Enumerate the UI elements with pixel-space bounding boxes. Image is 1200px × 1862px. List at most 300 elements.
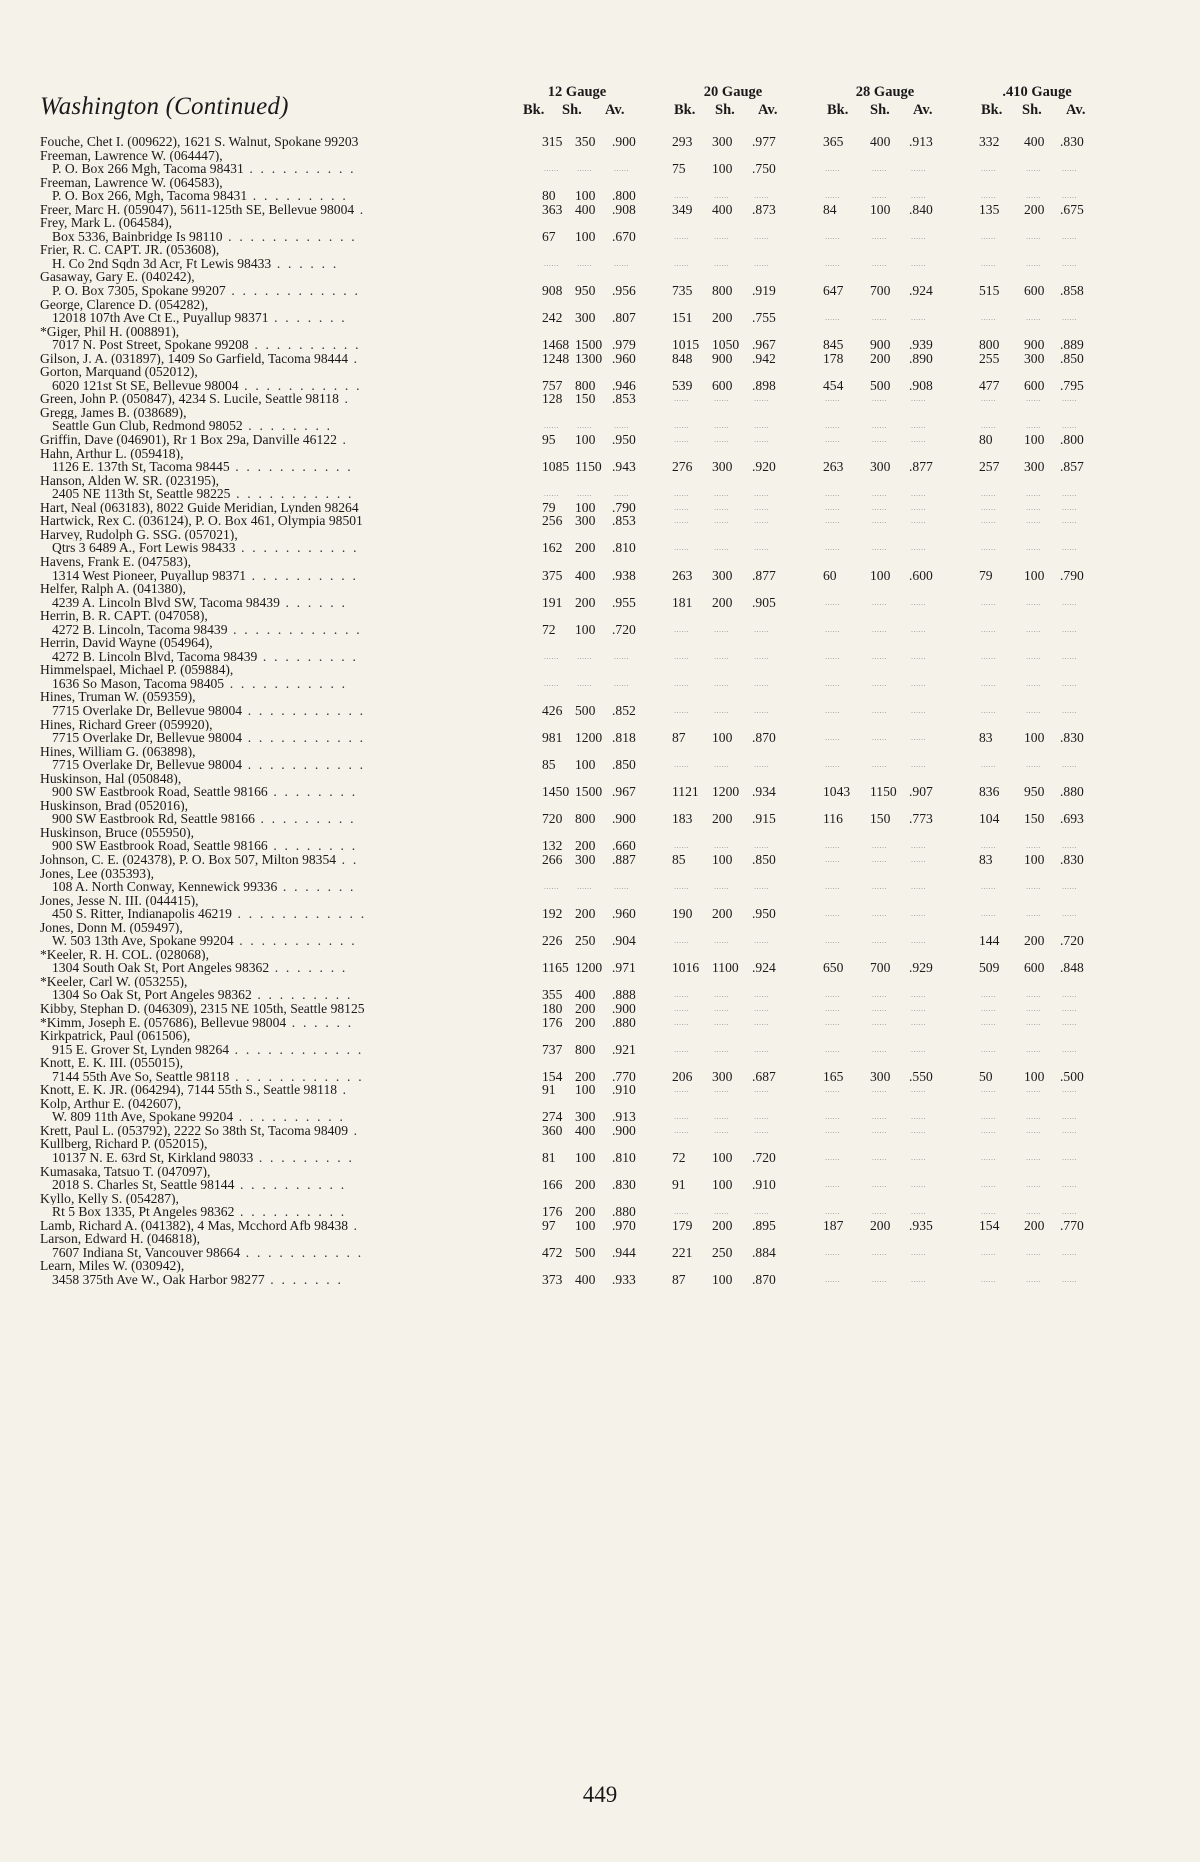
- g410-bk-cell: 255: [979, 350, 1000, 366]
- bk-header: Bk.: [827, 102, 849, 118]
- entry-address: [52, 284, 532, 298]
- g410-bk-blank: ......: [981, 1247, 996, 1257]
- entry-address: [52, 1151, 532, 1165]
- g12-bk-cell: 132: [542, 838, 563, 854]
- g28-av-blank: ......: [911, 651, 926, 661]
- gauge-header-28: [820, 84, 950, 119]
- g28-bk-blank: ......: [825, 313, 840, 323]
- dot-leader: . . . . . .: [271, 256, 339, 271]
- g28-bk-blank: ......: [825, 1274, 840, 1284]
- g12-sh-cell: 200: [575, 1001, 596, 1016]
- g12-bk-blank: ......: [544, 421, 559, 431]
- g20-sh-blank: ......: [714, 231, 729, 241]
- g28-sh-blank: ......: [872, 1085, 887, 1095]
- g12-sh-cell: 1500: [575, 337, 603, 353]
- g12-av-cell: .938: [612, 567, 636, 583]
- g28-av-cell: .929: [909, 960, 933, 976]
- g20-bk-blank: ......: [674, 705, 689, 715]
- dot-leader: . . . . . . .: [269, 961, 348, 975]
- g12-av-cell: .790: [612, 499, 636, 515]
- entry-name: [40, 1192, 520, 1206]
- g410-av-blank: ......: [1062, 231, 1077, 241]
- list-item: [0, 569, 1200, 583]
- entry-text: Gilson, J. A. (031897), 1409 So Garfield, Tacoma 98444: [40, 351, 349, 366]
- g12-bk-blank: ......: [544, 651, 559, 661]
- g28-sh-blank: ......: [872, 313, 887, 323]
- g28-bk-cell: 116: [823, 811, 843, 827]
- g410-av-blank: ......: [1062, 1180, 1077, 1190]
- entry-text: Huskinson, Hal (050848),: [40, 771, 182, 786]
- g410-av-cell: .889: [1060, 337, 1084, 353]
- list-item: [0, 758, 1200, 772]
- g28-av-cell: .890: [909, 350, 933, 366]
- g410-bk-cell: 477: [979, 377, 1000, 393]
- list-item: [0, 988, 1200, 1002]
- list-item: [0, 555, 1200, 569]
- g28-av-cell: .913: [909, 134, 933, 149]
- entry-address: [52, 189, 532, 203]
- g12-sh-cell: 1500: [575, 784, 603, 800]
- g28-sh-cell: 200: [870, 350, 891, 366]
- g20-sh-cell: 1200: [712, 784, 740, 800]
- list-item: [0, 189, 1200, 203]
- g410-av-blank: ......: [1062, 1044, 1077, 1054]
- g20-av-cell: .755: [752, 310, 776, 326]
- g410-av-blank: ......: [1062, 1004, 1077, 1013]
- dot-leader: . . . . . . . . . . .: [242, 731, 366, 745]
- entry-name: [40, 270, 520, 284]
- g410-sh-cell: 100: [1024, 567, 1045, 583]
- g12-av-cell: .853: [612, 391, 636, 407]
- g28-av-blank: ......: [911, 597, 926, 607]
- g410-av-cell: .830: [1060, 851, 1084, 867]
- g28-av-blank: ......: [911, 990, 926, 1000]
- g410-av-blank: ......: [1062, 705, 1077, 715]
- g20-av-cell: .950: [752, 906, 776, 922]
- g12-bk-cell: 720: [542, 811, 563, 827]
- list-item: [0, 907, 1200, 921]
- list-item: [0, 230, 1200, 244]
- list-item: [0, 826, 1200, 840]
- g28-av-blank: ......: [911, 1207, 926, 1217]
- g410-sh-cell: 950: [1024, 784, 1045, 800]
- g20-bk-blank: ......: [674, 1085, 689, 1095]
- bk-header: Bk.: [523, 102, 545, 118]
- entry-name: [40, 1232, 520, 1246]
- g20-sh-blank: ......: [714, 435, 729, 445]
- g410-sh-blank: ......: [1026, 1207, 1041, 1217]
- entry-text: Huskinson, Brad (052016),: [40, 798, 189, 813]
- list-item: [0, 460, 1200, 474]
- entry-text: Freer, Marc H. (059047), 5611-125th SE, Bellevue 98004: [40, 202, 355, 217]
- g20-sh-blank: ......: [714, 1207, 729, 1217]
- g20-av-blank: ......: [754, 1044, 769, 1054]
- entry-text: Lamb, Richard A. (041382), 4 Mas, Mcchord Afb 98438: [40, 1218, 349, 1233]
- entry-text: 915 E. Grover St, Lynden 98264: [52, 1042, 230, 1057]
- g12-bk-cell: 375: [542, 567, 563, 583]
- entry-name: [40, 582, 520, 596]
- g28-av-blank: ......: [911, 678, 926, 688]
- entry-text: *Kimm, Joseph E. (057686), Bellevue 98004: [40, 1015, 287, 1030]
- g28-bk-blank: ......: [825, 164, 840, 174]
- entry-text: Freeman, Lawrence W. (064583),: [40, 175, 223, 190]
- g20-av-cell: .934: [752, 784, 776, 800]
- g28-av-blank: ......: [911, 909, 926, 919]
- g28-sh-cell: 300: [870, 1068, 891, 1084]
- g12-av-cell: .880: [612, 1014, 636, 1030]
- g20-av-blank: ......: [754, 1125, 769, 1135]
- g20-av-blank: ......: [754, 191, 769, 201]
- g12-sh-cell: 200: [575, 540, 596, 556]
- g12-av-cell: .904: [612, 933, 636, 949]
- g28-sh-blank: ......: [872, 909, 887, 919]
- g28-bk-blank: ......: [825, 1112, 840, 1122]
- g12-av-cell: .830: [612, 1177, 636, 1193]
- list-item: [0, 745, 1200, 759]
- g28-bk-blank: ......: [825, 990, 840, 1000]
- g28-sh-blank: ......: [872, 1274, 887, 1284]
- list-item: [0, 1083, 1200, 1097]
- g28-sh-cell: 900: [870, 337, 891, 353]
- gauge-subheader: [972, 101, 1102, 119]
- g20-sh-cell: 900: [712, 350, 733, 366]
- g12-sh-cell: 100: [575, 432, 596, 448]
- g20-bk-blank: ......: [674, 678, 689, 688]
- av-header: Av.: [913, 102, 933, 118]
- g410-bk-blank: ......: [981, 624, 996, 634]
- entry-text: Jones, Jesse N. III. (044415),: [40, 893, 199, 908]
- g12-sh-cell: 100: [575, 188, 596, 204]
- g20-av-cell: .884: [752, 1244, 776, 1260]
- g28-sh-blank: ......: [872, 760, 887, 770]
- g410-bk-blank: ......: [981, 1004, 996, 1013]
- g20-bk-cell: 190: [672, 906, 693, 922]
- g28-bk-blank: ......: [825, 1085, 840, 1095]
- list-item: [0, 582, 1200, 596]
- g410-bk-blank: ......: [981, 489, 996, 499]
- g12-av-cell: .880: [612, 1204, 636, 1220]
- list-item: [0, 528, 1200, 542]
- entry-text: George, Clarence D. (054282),: [40, 297, 209, 312]
- entry-name: [40, 1002, 520, 1016]
- g12-sh-cell: 200: [575, 1204, 596, 1220]
- list-item: [0, 1016, 1200, 1030]
- g12-av-cell: .960: [612, 350, 636, 366]
- g20-bk-blank: ......: [674, 760, 689, 770]
- g12-sh-cell: 400: [575, 987, 596, 1003]
- g20-av-cell: .870: [752, 730, 776, 746]
- g28-av-blank: ......: [911, 1112, 926, 1122]
- entry-text: 12018 107th Ave Ct E., Puyallup 98371: [52, 311, 269, 325]
- g20-bk-blank: ......: [674, 936, 689, 946]
- g28-av-blank: ......: [911, 936, 926, 946]
- g28-av-blank: ......: [911, 882, 926, 892]
- g12-av-cell: .943: [612, 459, 636, 475]
- list-item: [0, 379, 1200, 393]
- g28-bk-blank: ......: [825, 489, 840, 499]
- g28-av-blank: ......: [911, 489, 926, 499]
- g28-sh-blank: ......: [872, 624, 887, 634]
- g28-av-cell: .935: [909, 1217, 933, 1233]
- list-item: [0, 135, 1200, 149]
- g28-bk-cell: 650: [823, 960, 844, 976]
- entry-text: Frey, Mark L. (064584),: [40, 216, 173, 230]
- entry-text: Kyllo, Kelly S. (054287),: [40, 1191, 179, 1206]
- list-item: [0, 975, 1200, 989]
- g20-av-cell: .919: [752, 283, 776, 299]
- g20-av-blank: ......: [754, 936, 769, 946]
- list-item: [0, 1056, 1200, 1070]
- entry-text: Kolp, Arthur E. (042607),: [40, 1096, 182, 1111]
- g20-bk-cell: 179: [672, 1217, 693, 1233]
- g20-bk-blank: ......: [674, 421, 689, 431]
- g12-bk-cell: 1165: [542, 960, 569, 976]
- list-item: [0, 501, 1200, 515]
- g20-av-blank: ......: [754, 651, 769, 661]
- g20-bk-blank: ......: [674, 1112, 689, 1122]
- g12-bk-cell: 67: [542, 228, 556, 244]
- g28-bk-blank: ......: [825, 854, 840, 864]
- g410-bk-blank: ......: [981, 394, 996, 404]
- entry-address: [52, 541, 532, 555]
- g28-av-cell: .840: [909, 201, 933, 217]
- g20-sh-cell: 300: [712, 1068, 733, 1084]
- g20-sh-blank: ......: [714, 624, 729, 634]
- g28-sh-blank: ......: [872, 516, 887, 526]
- g12-av-cell: .670: [612, 228, 636, 244]
- g12-bk-cell: 256: [542, 513, 563, 529]
- g12-bk-cell: 360: [542, 1122, 563, 1138]
- g28-av-blank: ......: [911, 1180, 926, 1190]
- g12-sh-cell: 800: [575, 377, 596, 393]
- g28-bk-cell: 187: [823, 1217, 844, 1233]
- g28-av-blank: ......: [911, 421, 926, 431]
- entry-text: 900 SW Eastbrook Road, Seattle 98166: [52, 785, 268, 799]
- g410-bk-blank: ......: [981, 990, 996, 1000]
- g410-bk-blank: ......: [981, 258, 996, 268]
- g28-sh-cell: 500: [870, 377, 891, 393]
- entry-text: Qtrs 3 6489 A., Fort Lewis 98433: [52, 541, 236, 555]
- entry-text: *Keeler, R. H. COL. (028068),: [40, 947, 209, 962]
- entry-name: [40, 447, 520, 461]
- g12-bk-cell: 363: [542, 201, 563, 217]
- entry-name: [40, 636, 520, 650]
- g410-av-blank: ......: [1062, 489, 1077, 499]
- g410-sh-blank: ......: [1026, 421, 1041, 431]
- dot-leader: . . . . . . . . . .: [234, 1205, 347, 1219]
- g20-sh-cell: 200: [712, 1217, 733, 1233]
- g20-av-blank: ......: [754, 624, 769, 634]
- g20-av-blank: ......: [754, 882, 769, 892]
- g410-sh-blank: ......: [1026, 394, 1041, 404]
- bk-header: Bk.: [981, 102, 1003, 118]
- entry-name: [40, 406, 520, 420]
- dot-leader: . . . . . . . . . . .: [240, 1245, 364, 1260]
- g410-sh-blank: ......: [1026, 543, 1041, 553]
- entry-text: 1304 So Oak St, Port Angeles 98362: [52, 988, 252, 1002]
- entry-address: [52, 988, 532, 1002]
- g28-bk-blank: ......: [825, 733, 840, 743]
- g28-sh-blank: ......: [872, 394, 887, 404]
- g20-sh-blank: ......: [714, 990, 729, 1000]
- g410-sh-blank: ......: [1026, 597, 1041, 607]
- gauge-name: 28 Gauge: [855, 84, 915, 100]
- g12-bk-cell: 426: [542, 702, 563, 718]
- list-item: [0, 1219, 1200, 1233]
- g410-bk-cell: 515: [979, 283, 1000, 299]
- g410-bk-blank: ......: [981, 651, 996, 661]
- list-item: [0, 718, 1200, 732]
- g12-av-cell: .955: [612, 594, 636, 610]
- page-header: [0, 80, 1200, 130]
- g20-sh-blank: ......: [714, 1085, 729, 1095]
- g20-bk-blank: ......: [674, 1125, 689, 1135]
- g410-bk-cell: 83: [979, 851, 993, 867]
- g12-av-blank: ......: [614, 421, 629, 431]
- g28-bk-blank: ......: [825, 191, 840, 201]
- dot-leader: . . . . . . . . . .: [233, 1110, 346, 1124]
- g410-av-blank: ......: [1062, 421, 1077, 431]
- g410-bk-cell: 135: [979, 201, 1000, 217]
- list-item: [0, 1165, 1200, 1179]
- entry-name: [40, 365, 520, 379]
- entry-text: Himmelspael, Michael P. (059884),: [40, 663, 234, 677]
- g28-av-blank: ......: [911, 1274, 926, 1284]
- dot-leader: . . . . . . . .: [267, 785, 358, 799]
- g410-bk-blank: ......: [981, 231, 996, 241]
- g12-bk-cell: 242: [542, 310, 563, 326]
- g28-bk-cell: 647: [823, 283, 844, 299]
- entry-address: [52, 1246, 532, 1260]
- dot-leader: . . . . . . . . . . . .: [227, 622, 362, 637]
- g20-sh-cell: 300: [712, 567, 733, 583]
- list-item: [0, 406, 1200, 420]
- g410-bk-blank: ......: [981, 191, 996, 201]
- g12-bk-cell: 176: [542, 1204, 563, 1220]
- g410-bk-cell: 104: [979, 811, 1000, 827]
- entry-text: 7715 Overlake Dr, Bellevue 98004: [52, 758, 243, 772]
- entry-text: Seattle Gun Club, Redmond 98052: [52, 419, 243, 434]
- g410-bk-blank: ......: [981, 516, 996, 526]
- g12-bk-cell: 72: [542, 621, 556, 637]
- g20-bk-blank: ......: [674, 435, 689, 445]
- entry-address: [52, 1110, 532, 1124]
- g28-av-blank: ......: [911, 841, 926, 851]
- g28-av-cell: .907: [909, 784, 933, 800]
- list-item: [0, 1097, 1200, 1111]
- g12-bk-cell: 1468: [542, 337, 570, 353]
- entry-name: [40, 826, 520, 840]
- g28-bk-blank: ......: [825, 597, 840, 607]
- g410-sh-blank: ......: [1026, 191, 1041, 201]
- shooter-list: [0, 135, 1200, 1286]
- gauge-name: .410 Gauge: [1002, 84, 1072, 100]
- g410-bk-blank: ......: [981, 502, 996, 512]
- entry-name: [40, 1124, 520, 1138]
- g12-bk-cell: 162: [542, 540, 563, 556]
- g28-bk-cell: 178: [823, 350, 844, 366]
- g20-bk-cell: 293: [672, 134, 693, 149]
- g20-av-cell: .920: [752, 459, 776, 475]
- g20-bk-blank: ......: [674, 502, 689, 512]
- g12-sh-cell: 300: [575, 513, 596, 529]
- g28-bk-blank: ......: [825, 1044, 840, 1054]
- g410-av-cell: .880: [1060, 784, 1084, 800]
- g410-bk-blank: ......: [981, 1044, 996, 1054]
- dot-leader: . . . . . . . . . . .: [229, 460, 353, 474]
- entry-text: Kibby, Stephan D. (046309), 2315 NE 105th, Seattle 98125: [40, 1002, 365, 1016]
- gauge-header-410: [972, 84, 1102, 119]
- entry-text: Rt 5 Box 1335, Pt Angeles 98362: [52, 1205, 235, 1219]
- g410-sh-cell: 100: [1024, 1068, 1045, 1084]
- g410-av-cell: .850: [1060, 350, 1084, 366]
- g12-bk-cell: 97: [542, 1217, 556, 1233]
- entry-text: Jones, Lee (035393),: [40, 866, 155, 881]
- entry-address: [52, 379, 532, 393]
- g28-sh-blank: ......: [872, 1180, 887, 1190]
- entry-text: 7607 Indiana St, Vancouver 98664: [52, 1245, 241, 1260]
- g20-av-cell: .850: [752, 851, 776, 867]
- entry-text: 3458 375th Ave W., Oak Harbor 98277: [52, 1272, 265, 1287]
- g28-av-cell: .924: [909, 283, 933, 299]
- entry-text: 7715 Overlake Dr, Bellevue 98004: [52, 731, 243, 745]
- g28-bk-cell: 84: [823, 201, 837, 217]
- g28-av-cell: .773: [909, 811, 933, 827]
- g28-av-blank: ......: [911, 624, 926, 634]
- list-item: [0, 433, 1200, 447]
- g20-av-cell: .977: [752, 134, 776, 149]
- g20-sh-blank: ......: [714, 705, 729, 715]
- list-item: [0, 623, 1200, 637]
- list-item: [0, 650, 1200, 664]
- g28-sh-blank: ......: [872, 854, 887, 864]
- dot-leader: . . . . . . . . . . .: [242, 703, 366, 718]
- entry-address: [52, 596, 532, 610]
- g12-sh-blank: ......: [577, 164, 592, 174]
- g410-bk-blank: ......: [981, 882, 996, 892]
- g28-sh-blank: ......: [872, 543, 887, 553]
- g12-av-cell: .900: [612, 134, 636, 149]
- g12-sh-blank: ......: [577, 882, 592, 892]
- g20-bk-blank: ......: [674, 990, 689, 1000]
- dot-leader: . . . . . . .: [277, 880, 356, 894]
- g410-sh-blank: ......: [1026, 489, 1041, 499]
- entry-text: Larson, Edward H. (046818),: [40, 1232, 201, 1246]
- g28-bk-blank: ......: [825, 231, 840, 241]
- g12-bk-cell: 154: [542, 1068, 563, 1084]
- g12-av-cell: .888: [612, 987, 636, 1003]
- list-item: [0, 1124, 1200, 1138]
- g28-sh-blank: ......: [872, 1044, 887, 1054]
- g28-av-blank: ......: [911, 1004, 926, 1013]
- g20-bk-blank: ......: [674, 841, 689, 851]
- entry-text: Frier, R. C. CAPT. JR. (053608),: [40, 243, 220, 257]
- g20-av-cell: .967: [752, 337, 776, 353]
- g12-sh-cell: 1200: [575, 960, 603, 976]
- entry-address: [52, 731, 532, 745]
- list-item: [0, 352, 1200, 366]
- dot-leader: . . . . . . . . . . . .: [229, 1069, 364, 1084]
- g28-bk-blank: ......: [825, 1017, 840, 1027]
- dot-leader: .: [338, 392, 351, 406]
- g12-bk-cell: 737: [542, 1041, 563, 1057]
- g20-sh-blank: ......: [714, 936, 729, 946]
- entry-text: P. O. Box 266 Mgh, Tacoma 98431: [52, 162, 244, 176]
- entry-text: 2018 S. Charles St, Seattle 98144: [52, 1178, 235, 1192]
- dot-leader: . . . . . . . . . . .: [230, 487, 354, 501]
- g20-sh-blank: ......: [714, 502, 729, 512]
- g28-av-blank: ......: [911, 313, 926, 323]
